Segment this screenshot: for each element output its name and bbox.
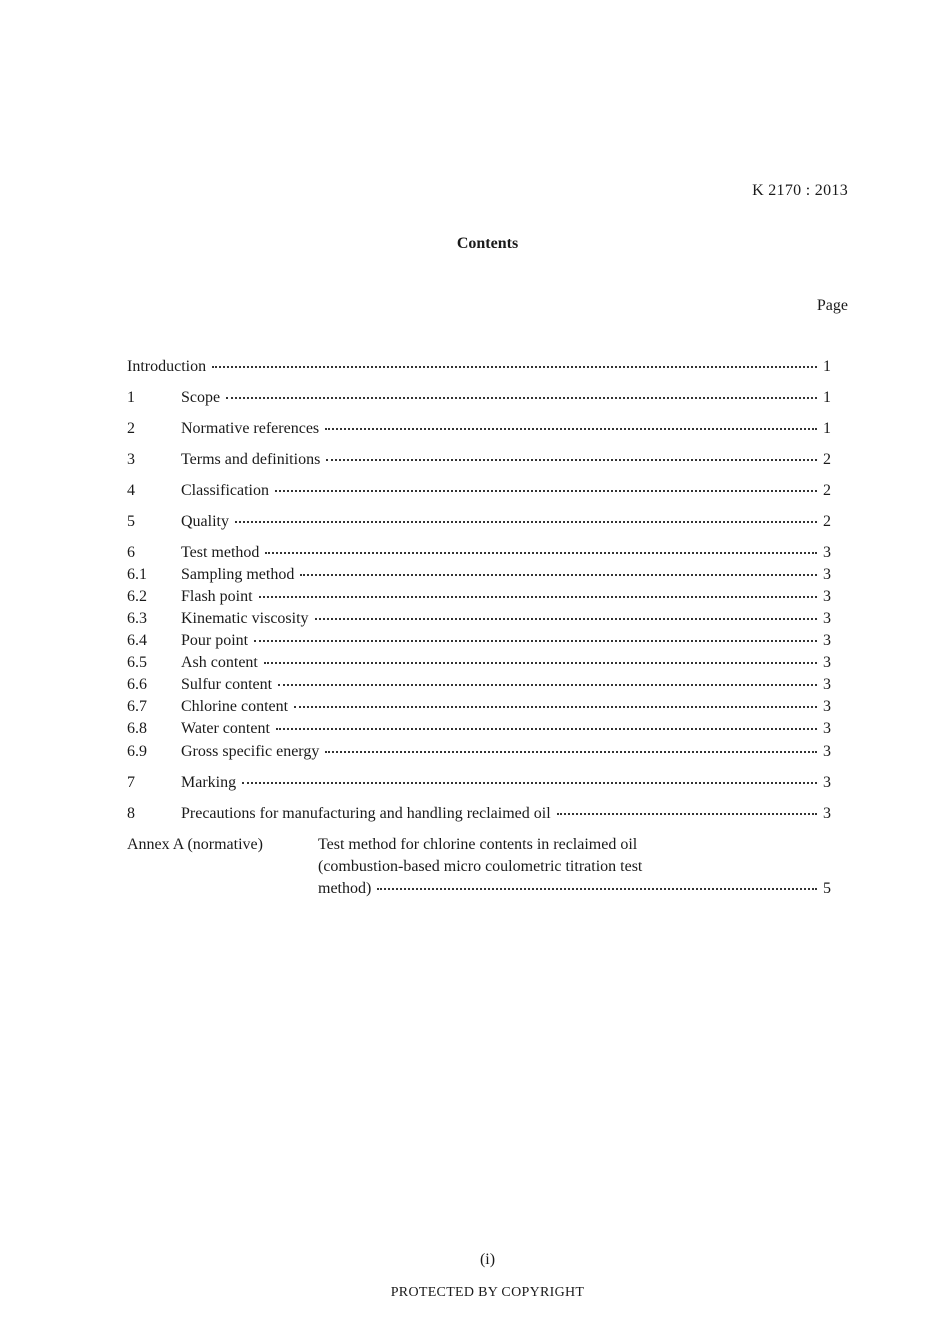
toc-entry-normative-references[interactable] (127, 418, 831, 440)
dot-leader (315, 618, 817, 620)
toc-entry-title: Ash content (181, 654, 258, 671)
annex-title-line-1: Test method for chlorine contents in reclaimed oil (318, 836, 638, 853)
toc-entry-page: 3 (823, 805, 831, 822)
toc-entry-page: 3 (823, 676, 831, 693)
annex-label: Annex A (normative) (127, 836, 263, 853)
toc-entry-title: Classification (181, 482, 269, 499)
toc-entry-number: 6.2 (127, 588, 147, 605)
dot-leader (264, 662, 817, 664)
toc-entry-title: Gross specific energy (181, 743, 320, 760)
dot-leader (278, 684, 817, 686)
contents-title: Contents (456, 235, 519, 252)
dot-leader (325, 428, 817, 430)
dot-leader (259, 596, 817, 598)
dot-leader (557, 813, 817, 815)
toc-entry-page: 3 (823, 588, 831, 605)
dot-leader (235, 521, 817, 523)
toc-entry-number: 6.4 (127, 632, 147, 649)
toc-entry-page: 3 (823, 632, 831, 649)
toc-entry-number: 6.5 (127, 654, 147, 671)
toc-entry-title: Quality (181, 513, 229, 530)
annex-title-line-3-row (318, 878, 831, 900)
standard-number: K 2170 : 2013 (752, 182, 848, 199)
toc-entry-page: 3 (823, 610, 831, 627)
toc-entry-number: 1 (127, 389, 135, 406)
page-column-heading: Page (816, 297, 848, 314)
dot-leader (275, 490, 817, 492)
toc-entry-pour-point[interactable] (127, 630, 831, 652)
toc-entry-page: 5 (823, 880, 831, 897)
toc-entry-gross-specific-energy[interactable] (127, 741, 831, 763)
toc-entry-flash-point[interactable] (127, 586, 831, 608)
toc-entry-number: 6.3 (127, 610, 147, 627)
toc-entry-page: 1 (823, 358, 831, 375)
toc-entry-page: 1 (823, 420, 831, 437)
annex-title-line-3: method) (318, 880, 372, 897)
toc-entry-page: 1 (823, 389, 831, 406)
toc-entry-page: 3 (823, 720, 831, 737)
toc-entry-ash-content[interactable] (127, 652, 831, 674)
toc-entry-precautions[interactable] (127, 803, 831, 825)
dot-leader (265, 552, 817, 554)
toc-entry-number: 3 (127, 451, 135, 468)
toc-entry-number: 7 (127, 774, 135, 791)
toc-entry-number: 6 (127, 544, 135, 561)
toc-entry-scope[interactable] (127, 387, 831, 409)
toc-entry-title: Marking (181, 774, 237, 791)
toc-entry-sampling-method[interactable] (127, 564, 831, 586)
toc-entry-page: 3 (823, 774, 831, 791)
copyright-notice: PROTECTED BY COPYRIGHT (390, 1285, 585, 1300)
toc-entry-title: Kinematic viscosity (181, 610, 309, 627)
toc-entry-title: Normative references (181, 420, 320, 437)
toc-entry-page: 3 (823, 743, 831, 760)
toc-entry-title: Introduction (127, 358, 207, 375)
toc-entry-number: 2 (127, 420, 135, 437)
toc-entry-chlorine-content[interactable] (127, 696, 831, 718)
dot-leader (325, 751, 817, 753)
dot-leader (242, 782, 817, 784)
toc-entry-title: Flash point (181, 588, 253, 605)
toc-entry-number: 4 (127, 482, 135, 499)
toc-entry-title: Test method (181, 544, 260, 561)
toc-entry-page: 3 (823, 654, 831, 671)
dot-leader (294, 706, 817, 708)
toc-entry-number: 5 (127, 513, 135, 530)
toc-entry-kinematic-viscosity[interactable] (127, 608, 831, 630)
toc-entry-title: Pour point (181, 632, 249, 649)
toc-entry-page: 2 (823, 451, 831, 468)
annex-title-line-2: (combustion-based micro coulometric titration test (318, 858, 643, 875)
toc-entry-title: Precautions for manufacturing and handling reclaimed oil (181, 805, 551, 822)
toc-entry-classification[interactable] (127, 480, 831, 502)
dot-leader (254, 640, 817, 642)
toc-entry-number: 8 (127, 805, 135, 822)
toc-entry-marking[interactable] (127, 772, 831, 794)
toc-entry-title: Terms and definitions (181, 451, 321, 468)
toc-entry-number: 6.7 (127, 698, 147, 715)
toc-entry-quality[interactable] (127, 511, 831, 533)
dot-leader (212, 366, 817, 368)
toc-entry-title: Water content (181, 720, 270, 737)
toc-entry-page: 3 (823, 566, 831, 583)
toc-entry-introduction[interactable] (127, 356, 831, 378)
toc-entry-page: 3 (823, 544, 831, 561)
toc-entry-number: 6.6 (127, 676, 147, 693)
toc-entry-page: 2 (823, 513, 831, 530)
toc-entry-title: Sulfur content (181, 676, 273, 693)
toc-entry-number: 6.1 (127, 566, 147, 583)
dot-leader (326, 459, 817, 461)
toc-entry-title: Scope (181, 389, 221, 406)
dot-leader (276, 728, 817, 730)
dot-leader (300, 574, 817, 576)
toc-entry-number: 6.9 (127, 743, 147, 760)
toc-entry-sulfur-content[interactable] (127, 674, 831, 696)
dot-leader (226, 397, 817, 399)
toc-entry-title: Chlorine content (181, 698, 289, 715)
dot-leader (377, 888, 817, 890)
footer-page-number: (i) (479, 1251, 496, 1268)
toc-entry-title: Sampling method (181, 566, 295, 583)
toc-entry-water-content[interactable] (127, 718, 831, 740)
toc-entry-number: 6.8 (127, 720, 147, 737)
toc-entry-terms-and-definitions[interactable] (127, 449, 831, 471)
toc-entry-test-method[interactable] (127, 542, 831, 564)
toc-entry-page: 3 (823, 698, 831, 715)
toc-entry-page: 2 (823, 482, 831, 499)
